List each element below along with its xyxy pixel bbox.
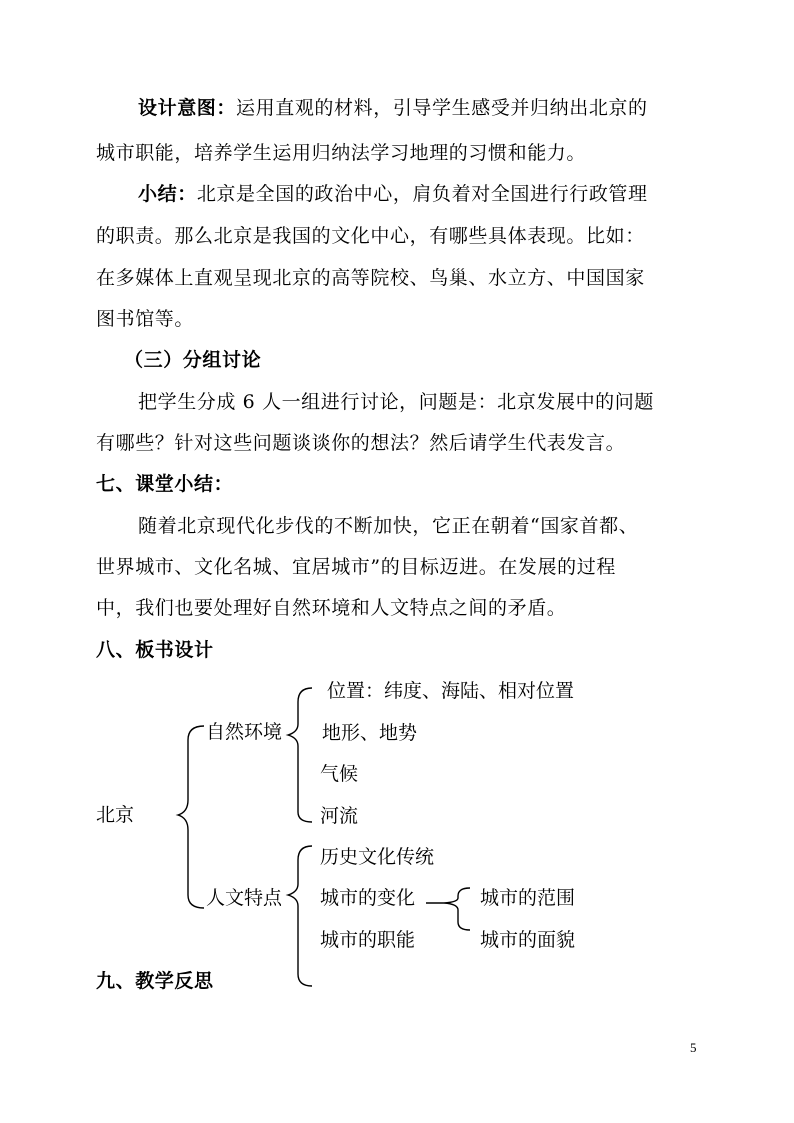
discussion-text1: 把学生分成 6 人一组进行讨论，问题是：北京发展中的问题 [138, 391, 654, 413]
board-change-item: 城市的范围 [480, 887, 576, 909]
class-summary-text2: 世界城市、文化名城、宜居城市”的目标迈进。在发展的过程 [96, 556, 616, 578]
section-teaching-reflection: 九、教学反思 [96, 970, 214, 992]
board-hum-item: 城市的变化 [320, 887, 416, 909]
brace-root [178, 726, 204, 908]
section-class-summary: 七、课堂小结： [96, 473, 234, 495]
class-summary-text3: 中，我们也要处理好自然环境和人文特点之间的矛盾。 [96, 597, 567, 619]
board-hum-item: 历史文化传统 [320, 846, 435, 868]
board-nat-item: 位置：纬度、海陆、相对位置 [327, 680, 575, 702]
brace-human [288, 846, 312, 986]
summary-text3: 在多媒体上直观呈现北京的高等院校、鸟巢、水立方、中国国家 [96, 267, 645, 289]
board-human-features: 人文特点 [206, 887, 283, 909]
brace-natural [288, 688, 312, 822]
board-nat-item: 河流 [320, 805, 359, 827]
discussion-text2: 有哪些？针对这些问题谈谈你的想法？然后请学生代表发言。 [96, 432, 626, 454]
section-board-design: 八、板书设计 [96, 639, 214, 661]
subsection-group-discussion: （三）分组讨论 [124, 349, 262, 371]
board-nat-item: 地形、地势 [322, 722, 418, 744]
design-intent-text1: 运用直观的材料，引导学生感受并归纳出北京的 [236, 97, 648, 119]
class-summary-text1: 随着北京现代化步伐的不断加快，它正在朝着“国家首都、 [138, 515, 639, 537]
summary-label: 小结： [138, 183, 197, 205]
summary-text4: 图书馆等。 [96, 308, 195, 330]
design-intent-text2: 城市职能，培养学生运用归纳法学习地理的习惯和能力。 [96, 142, 587, 164]
summary-text2: 的职责。那么北京是我国的文化中心，有哪些具体表现。比如： [96, 225, 645, 247]
board-root-beijing: 北京 [96, 804, 135, 826]
board-change-item: 城市的面貌 [480, 929, 576, 951]
page-number: 5 [690, 1040, 697, 1055]
board-hum-item: 城市的职能 [320, 929, 416, 951]
design-intent-label: 设计意图： [138, 97, 237, 119]
board-nat-item: 气候 [320, 763, 359, 785]
board-natural-environment: 自然环境 [206, 721, 283, 743]
brace-change [426, 888, 470, 930]
summary-text1: 北京是全国的政治中心，肩负着对全国进行行政管理 [196, 183, 648, 205]
